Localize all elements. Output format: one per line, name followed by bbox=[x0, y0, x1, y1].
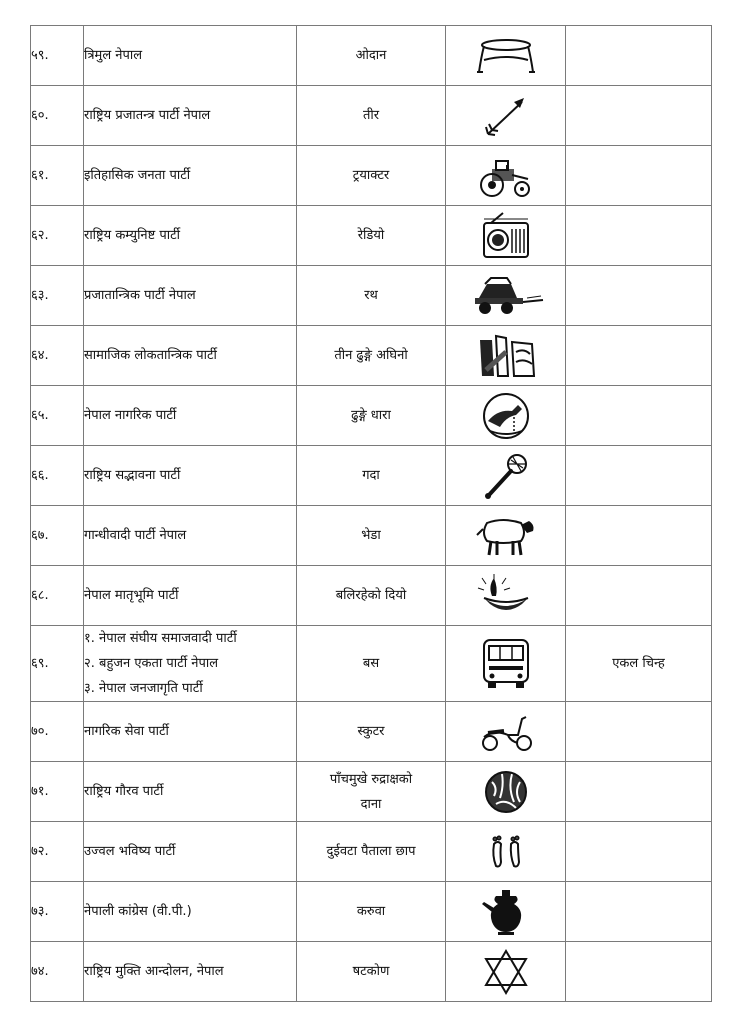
water-jug-icon bbox=[480, 904, 532, 919]
symbol-name bbox=[297, 26, 446, 86]
table-row bbox=[31, 882, 712, 942]
table-row bbox=[31, 762, 712, 822]
party-name bbox=[84, 822, 297, 882]
stone-water-spout-icon bbox=[478, 408, 534, 423]
party-name-line: उज्वल भविष्य पार्टी bbox=[84, 844, 176, 859]
symbol-name bbox=[297, 86, 446, 146]
two-footprints-icon bbox=[486, 844, 526, 859]
party-name bbox=[84, 506, 297, 566]
party-name bbox=[84, 942, 297, 1002]
symbol-name-line: तीर bbox=[362, 108, 380, 123]
remarks bbox=[566, 822, 712, 882]
symbol-name bbox=[297, 146, 446, 206]
symbol-image-cell bbox=[446, 822, 566, 882]
remarks bbox=[566, 206, 712, 266]
serial-number: ६१. bbox=[31, 146, 84, 206]
symbol-name-line: ओदान bbox=[355, 48, 387, 63]
symbol-name-line: रेडियो bbox=[357, 228, 385, 243]
symbol-name bbox=[297, 386, 446, 446]
party-name bbox=[84, 566, 297, 626]
symbol-name bbox=[297, 206, 446, 266]
party-name bbox=[84, 26, 297, 86]
remarks bbox=[566, 762, 712, 822]
symbol-image-cell bbox=[446, 266, 566, 326]
remarks bbox=[566, 942, 712, 1002]
party-name-line: राष्ट्रिय सद्भावना पार्टी bbox=[84, 468, 181, 483]
symbol-name bbox=[297, 626, 446, 702]
sheep-icon bbox=[473, 528, 539, 543]
tractor-icon bbox=[476, 168, 536, 183]
burning-lamp-icon bbox=[476, 588, 536, 603]
serial-number: ६८. bbox=[31, 566, 84, 626]
party-name-line: त्रिमुल नेपाल bbox=[84, 48, 143, 63]
remarks bbox=[566, 882, 712, 942]
symbol-name-line: पाँचमुखे रुद्राक्षको bbox=[329, 771, 413, 787]
remarks bbox=[566, 326, 712, 386]
symbol-name bbox=[297, 882, 446, 942]
symbol-image-cell bbox=[446, 386, 566, 446]
tripod-stand-icon bbox=[475, 48, 537, 63]
party-name-line: नागरिक सेवा पार्टी bbox=[84, 724, 169, 739]
mace-icon bbox=[481, 468, 531, 483]
serial-number: ६५. bbox=[31, 386, 84, 446]
symbol-name-line: तीन ढुङ्गे अघिनो bbox=[334, 348, 408, 363]
symbol-name-line: ढुङ्गे धारा bbox=[351, 408, 391, 423]
table-row bbox=[31, 566, 712, 626]
symbol-name-line: बस bbox=[362, 656, 380, 671]
symbol-name-line: स्कुटर bbox=[357, 724, 385, 739]
radio-icon bbox=[481, 228, 531, 243]
serial-number: ६७. bbox=[31, 506, 84, 566]
symbol-image-cell bbox=[446, 26, 566, 86]
symbol-name bbox=[297, 446, 446, 506]
party-name bbox=[84, 882, 297, 942]
symbol-image-cell bbox=[446, 506, 566, 566]
serial-number: ५९. bbox=[31, 26, 84, 86]
symbol-image-cell bbox=[446, 942, 566, 1002]
symbol-name-line: दुईवटा पैताला छाप bbox=[326, 844, 416, 859]
chariot-icon bbox=[467, 288, 545, 303]
party-name bbox=[84, 386, 297, 446]
party-name bbox=[84, 86, 297, 146]
symbol-name-line: भेडा bbox=[361, 528, 381, 543]
table-row bbox=[31, 822, 712, 882]
symbol-name-line: ट्रयाक्टर bbox=[352, 168, 390, 183]
party-name bbox=[84, 446, 297, 506]
party-name-line: प्रजातान्त्रिक पार्टी नेपाल bbox=[84, 288, 196, 303]
party-name-line: ३. नेपाल जनजागृति पार्टी bbox=[84, 681, 203, 696]
serial-number: ६४. bbox=[31, 326, 84, 386]
serial-number: ६२. bbox=[31, 206, 84, 266]
symbol-image-cell bbox=[446, 626, 566, 702]
serial-number: ६९. bbox=[31, 626, 84, 702]
symbol-name bbox=[297, 566, 446, 626]
party-name bbox=[84, 146, 297, 206]
remarks bbox=[566, 446, 712, 506]
remarks bbox=[566, 566, 712, 626]
serial-number: ७४. bbox=[31, 942, 84, 1002]
table-row bbox=[31, 386, 712, 446]
symbol-name bbox=[297, 942, 446, 1002]
symbol-image-cell bbox=[446, 762, 566, 822]
remarks bbox=[566, 386, 712, 446]
remarks bbox=[566, 266, 712, 326]
party-symbol-table bbox=[30, 25, 712, 1002]
three-stone-hearth-icon bbox=[476, 348, 536, 363]
symbol-image-cell bbox=[446, 566, 566, 626]
serial-number: ६६. bbox=[31, 446, 84, 506]
symbol-name-line: गदा bbox=[362, 468, 380, 483]
table-row bbox=[31, 266, 712, 326]
party-name-line: नेपाल नागरिक पार्टी bbox=[84, 408, 177, 423]
party-name-line: गान्धीवादी पार्टी नेपाल bbox=[84, 528, 187, 543]
symbol-name-line: करुवा bbox=[356, 904, 386, 919]
symbol-name bbox=[297, 266, 446, 326]
remarks: एकल चिन्ह bbox=[566, 626, 712, 702]
party-name-line: सामाजिक लोकतान्त्रिक पार्टी bbox=[84, 348, 217, 363]
scooter-icon bbox=[478, 724, 534, 739]
symbol-name-line: दाना bbox=[360, 796, 382, 812]
table-row bbox=[31, 702, 712, 762]
party-name bbox=[84, 206, 297, 266]
party-name bbox=[84, 266, 297, 326]
party-name-line: नेपाल मातृभूमि पार्टी bbox=[84, 588, 179, 603]
party-name-line: २. बहुजन एकता पार्टी नेपाल bbox=[84, 656, 219, 671]
symbol-name bbox=[297, 506, 446, 566]
party-name-line: राष्ट्रिय प्रजातन्त्र पार्टी नेपाल bbox=[84, 108, 211, 123]
table-row bbox=[31, 26, 712, 86]
serial-number: ७३. bbox=[31, 882, 84, 942]
remarks bbox=[566, 86, 712, 146]
party-name-line: राष्ट्रिय मुक्ति आन्दोलन, नेपाल bbox=[84, 964, 224, 979]
bus-icon bbox=[478, 656, 534, 671]
table-row bbox=[31, 446, 712, 506]
table-row bbox=[31, 942, 712, 1002]
table-row bbox=[31, 626, 712, 702]
remarks bbox=[566, 506, 712, 566]
party-name bbox=[84, 626, 297, 702]
arrow-icon bbox=[482, 108, 530, 123]
serial-number: ६३. bbox=[31, 266, 84, 326]
party-name bbox=[84, 326, 297, 386]
symbol-name bbox=[297, 326, 446, 386]
remarks bbox=[566, 146, 712, 206]
symbol-image-cell bbox=[446, 702, 566, 762]
symbol-name-line: बलिरहेको दियो bbox=[335, 588, 407, 603]
symbol-image-cell bbox=[446, 446, 566, 506]
symbol-name-line: षटकोण bbox=[352, 964, 390, 979]
party-name bbox=[84, 762, 297, 822]
table-row bbox=[31, 506, 712, 566]
hexagram-icon bbox=[483, 964, 529, 979]
remarks bbox=[566, 26, 712, 86]
symbol-name-line: रथ bbox=[364, 288, 378, 303]
symbol-image-cell bbox=[446, 326, 566, 386]
symbol-name bbox=[297, 822, 446, 882]
table-row bbox=[31, 86, 712, 146]
table-row bbox=[31, 326, 712, 386]
party-name-line: राष्ट्रिय कम्युनिष्ट पार्टी bbox=[84, 228, 181, 243]
party-name-line: राष्ट्रिय गौरव पार्टी bbox=[84, 784, 164, 799]
symbol-image-cell bbox=[446, 146, 566, 206]
serial-number: ६०. bbox=[31, 86, 84, 146]
remarks bbox=[566, 702, 712, 762]
symbol-image-cell bbox=[446, 86, 566, 146]
symbol-image-cell bbox=[446, 206, 566, 266]
symbol-image-cell bbox=[446, 882, 566, 942]
table-row bbox=[31, 146, 712, 206]
symbol-name bbox=[297, 762, 446, 822]
rudraksha-bead-icon bbox=[482, 784, 530, 799]
party-name-line: नेपाली कांग्रेस (वी.पी.) bbox=[84, 904, 192, 919]
serial-number: ७२. bbox=[31, 822, 84, 882]
party-name-line: इतिहासिक जनता पार्टी bbox=[84, 168, 191, 183]
party-name-line: १. नेपाल संघीय समाजवादी पार्टी bbox=[84, 631, 237, 646]
serial-number: ७०. bbox=[31, 702, 84, 762]
table-row bbox=[31, 206, 712, 266]
symbol-name bbox=[297, 702, 446, 762]
serial-number: ७१. bbox=[31, 762, 84, 822]
party-name bbox=[84, 702, 297, 762]
